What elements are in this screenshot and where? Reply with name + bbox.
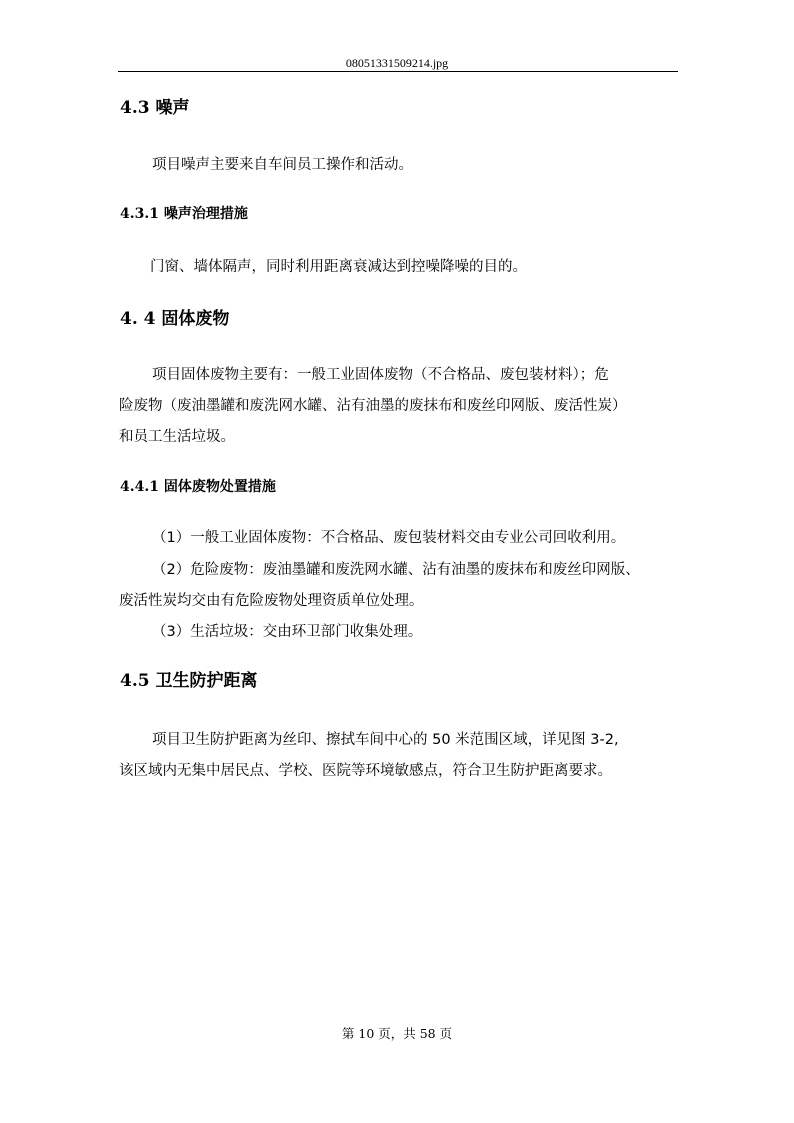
- header-divider: [118, 71, 678, 72]
- list-item-1: （1）一般工业固体废物：不合格品、废包装材料交由专业公司回收利用。: [152, 530, 626, 546]
- section-4-4-paragraph-line-3: 和员工生活垃圾。: [119, 429, 235, 445]
- page-number: 第 10 页，共 58 页: [341, 1026, 453, 1041]
- list-item-3: （3）生活垃圾：交由环卫部门收集处理。: [152, 624, 423, 640]
- section-4-4-paragraph-line-1: 项目固体废物主要有：一般工业固体废物（不合格品、废包装材料）；危: [152, 367, 609, 383]
- list-item-2: （2）危险废物：废油墨罐和废洗网水罐、沾有油墨的废抹布和废丝印网版、: [152, 562, 640, 578]
- section-4-3-1-heading: 4.3.1 噪声治理措施: [120, 206, 248, 222]
- section-4-4-1-heading: 4.4.1 固体废物处置措施: [120, 479, 276, 495]
- list-item-2-continuation: 废活性炭均交由有危险废物处理资质单位处理。: [119, 593, 424, 609]
- section-4-3-paragraph: 项目噪声主要来自车间员工操作和活动。: [152, 157, 413, 173]
- section-4-4-paragraph-line-2: 险废物（废油墨罐和废洗网水罐、沾有油墨的废抹布和废丝印网版、废活性炭）: [119, 398, 627, 414]
- section-4-5-paragraph-line-2: 该区域内无集中居民点、学校、医院等环境敏感点，符合卫生防护距离要求。: [119, 763, 612, 779]
- section-4-5-heading: 4.5 卫生防护距离: [120, 671, 258, 691]
- section-4-3-heading: 4.3 噪声: [120, 98, 190, 118]
- section-4-4-heading: 4. 4 固体废物: [120, 309, 230, 329]
- section-4-3-1-paragraph: 门窗、墙体隔声，同时利用距离衰减达到控噪降噪的目的。: [150, 259, 527, 275]
- header-filename: 08051331509214.jpg: [345, 56, 449, 70]
- section-4-5-paragraph-line-1: 项目卫生防护距离为丝印、擦拭车间中心的 50 米范围区域，详见图 3-2,: [152, 732, 619, 748]
